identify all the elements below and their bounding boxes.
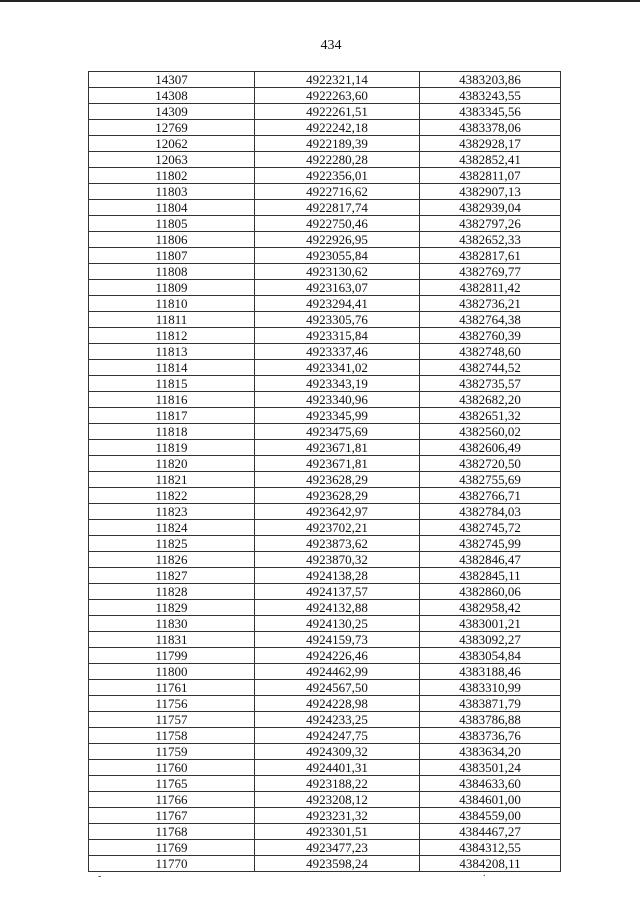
coordinates-table xyxy=(88,71,561,872)
point-number-cell: 11826 xyxy=(89,552,255,568)
table-row xyxy=(89,312,561,328)
x-coordinate-cell: 4923315,84 xyxy=(255,328,420,344)
page-number: 434 xyxy=(320,38,342,53)
table-row xyxy=(89,280,561,296)
x-coordinate-cell: 4924159,73 xyxy=(255,632,420,648)
y-coordinate-cell: 4384208,11 xyxy=(420,856,561,872)
table-row xyxy=(89,184,561,200)
y-coordinate-cell: 4382748,60 xyxy=(420,344,561,360)
y-coordinate-cell: 4383871,79 xyxy=(420,696,561,712)
y-coordinate-cell: 4383243,55 xyxy=(420,88,561,104)
x-coordinate-cell: 4924233,25 xyxy=(255,712,420,728)
y-coordinate-cell: 4382797,26 xyxy=(420,216,561,232)
point-number-cell: 11767 xyxy=(89,808,255,824)
table-row xyxy=(89,600,561,616)
point-number-cell: 11814 xyxy=(89,360,255,376)
x-coordinate-cell: 4924401,31 xyxy=(255,760,420,776)
table-row xyxy=(89,168,561,184)
point-number-cell: 11802 xyxy=(89,168,255,184)
y-coordinate-cell: 4384633,60 xyxy=(420,776,561,792)
x-coordinate-cell: 4923870,32 xyxy=(255,552,420,568)
y-coordinate-cell: 4382846,47 xyxy=(420,552,561,568)
point-number-cell: 12769 xyxy=(89,120,255,136)
table-row xyxy=(89,72,561,88)
x-coordinate-cell: 4923343,19 xyxy=(255,376,420,392)
x-coordinate-cell: 4922263,60 xyxy=(255,88,420,104)
point-number-cell: 11765 xyxy=(89,776,255,792)
y-coordinate-cell: 4383634,20 xyxy=(420,744,561,760)
point-number-cell: 11825 xyxy=(89,536,255,552)
point-number-cell: 11831 xyxy=(89,632,255,648)
point-number-cell: 12062 xyxy=(89,136,255,152)
point-number-cell: 11769 xyxy=(89,840,255,856)
point-number-cell: 11820 xyxy=(89,456,255,472)
x-coordinate-cell: 4922817,74 xyxy=(255,200,420,216)
x-coordinate-cell: 4924228,98 xyxy=(255,696,420,712)
y-coordinate-cell: 4382766,71 xyxy=(420,488,561,504)
point-number-cell: 11827 xyxy=(89,568,255,584)
table-row xyxy=(89,792,561,808)
table-row xyxy=(89,392,561,408)
top-border-line xyxy=(0,0,640,2)
y-coordinate-cell: 4383310,99 xyxy=(420,680,561,696)
table-row xyxy=(89,760,561,776)
y-coordinate-cell: 4382817,61 xyxy=(420,248,561,264)
point-number-cell: 11817 xyxy=(89,408,255,424)
y-coordinate-cell: 4382784,03 xyxy=(420,504,561,520)
scan-mark-right: . xyxy=(483,868,486,879)
x-coordinate-cell: 4923702,21 xyxy=(255,520,420,536)
x-coordinate-cell: 4924462,99 xyxy=(255,664,420,680)
point-number-cell: 11821 xyxy=(89,472,255,488)
point-number-cell: 11770 xyxy=(89,856,255,872)
x-coordinate-cell: 4922261,51 xyxy=(255,104,420,120)
x-coordinate-cell: 4923055,84 xyxy=(255,248,420,264)
point-number-cell: 11808 xyxy=(89,264,255,280)
x-coordinate-cell: 4922716,62 xyxy=(255,184,420,200)
table-row xyxy=(89,200,561,216)
x-coordinate-cell: 4922189,39 xyxy=(255,136,420,152)
table-row xyxy=(89,536,561,552)
y-coordinate-cell: 4382682,20 xyxy=(420,392,561,408)
table-row xyxy=(89,664,561,680)
x-coordinate-cell: 4922321,14 xyxy=(255,72,420,88)
x-coordinate-cell: 4923598,24 xyxy=(255,856,420,872)
x-coordinate-cell: 4923671,81 xyxy=(255,456,420,472)
y-coordinate-cell: 4383786,88 xyxy=(420,712,561,728)
table-row xyxy=(89,712,561,728)
y-coordinate-cell: 4382745,99 xyxy=(420,536,561,552)
x-coordinate-cell: 4924132,88 xyxy=(255,600,420,616)
y-coordinate-cell: 4382769,77 xyxy=(420,264,561,280)
y-coordinate-cell: 4382811,07 xyxy=(420,168,561,184)
y-coordinate-cell: 4382811,42 xyxy=(420,280,561,296)
y-coordinate-cell: 4382735,57 xyxy=(420,376,561,392)
point-number-cell: 11819 xyxy=(89,440,255,456)
table-row xyxy=(89,120,561,136)
table-row xyxy=(89,296,561,312)
y-coordinate-cell: 4382606,49 xyxy=(420,440,561,456)
point-number-cell: 12063 xyxy=(89,152,255,168)
y-coordinate-cell: 4382651,32 xyxy=(420,408,561,424)
table-row xyxy=(89,88,561,104)
x-coordinate-cell: 4923628,29 xyxy=(255,488,420,504)
table-row xyxy=(89,456,561,472)
x-coordinate-cell: 4923642,97 xyxy=(255,504,420,520)
y-coordinate-cell: 4383054,84 xyxy=(420,648,561,664)
y-coordinate-cell: 4382736,21 xyxy=(420,296,561,312)
table-row xyxy=(89,136,561,152)
x-coordinate-cell: 4924137,57 xyxy=(255,584,420,600)
y-coordinate-cell: 4383203,86 xyxy=(420,72,561,88)
y-coordinate-cell: 4382755,69 xyxy=(420,472,561,488)
x-coordinate-cell: 4922356,01 xyxy=(255,168,420,184)
y-coordinate-cell: 4382958,42 xyxy=(420,600,561,616)
point-number-cell: 11799 xyxy=(89,648,255,664)
point-number-cell: 11758 xyxy=(89,728,255,744)
x-coordinate-cell: 4922280,28 xyxy=(255,152,420,168)
table-row xyxy=(89,776,561,792)
point-number-cell: 11768 xyxy=(89,824,255,840)
point-number-cell: 11823 xyxy=(89,504,255,520)
point-number-cell: 11760 xyxy=(89,760,255,776)
x-coordinate-cell: 4923340,96 xyxy=(255,392,420,408)
x-coordinate-cell: 4923671,81 xyxy=(255,440,420,456)
point-number-cell: 11806 xyxy=(89,232,255,248)
table-row xyxy=(89,680,561,696)
x-coordinate-cell: 4923345,99 xyxy=(255,408,420,424)
x-coordinate-cell: 4923337,46 xyxy=(255,344,420,360)
point-number-cell: 11815 xyxy=(89,376,255,392)
table-row xyxy=(89,488,561,504)
point-number-cell: 11828 xyxy=(89,584,255,600)
table-row xyxy=(89,552,561,568)
x-coordinate-cell: 4923301,51 xyxy=(255,824,420,840)
table-row xyxy=(89,424,561,440)
x-coordinate-cell: 4924130,25 xyxy=(255,616,420,632)
y-coordinate-cell: 4382845,11 xyxy=(420,568,561,584)
y-coordinate-cell: 4382560,02 xyxy=(420,424,561,440)
table-row xyxy=(89,568,561,584)
x-coordinate-cell: 4923873,62 xyxy=(255,536,420,552)
table-row xyxy=(89,504,561,520)
table-row xyxy=(89,472,561,488)
x-coordinate-cell: 4923305,76 xyxy=(255,312,420,328)
x-coordinate-cell: 4923294,41 xyxy=(255,296,420,312)
point-number-cell: 11829 xyxy=(89,600,255,616)
table-row xyxy=(89,376,561,392)
x-coordinate-cell: 4923130,62 xyxy=(255,264,420,280)
y-coordinate-cell: 4382652,33 xyxy=(420,232,561,248)
x-coordinate-cell: 4924226,46 xyxy=(255,648,420,664)
x-coordinate-cell: 4923208,12 xyxy=(255,792,420,808)
table-row xyxy=(89,824,561,840)
y-coordinate-cell: 4382745,72 xyxy=(420,520,561,536)
point-number-cell: 14309 xyxy=(89,104,255,120)
table-row xyxy=(89,328,561,344)
y-coordinate-cell: 4384312,55 xyxy=(420,840,561,856)
point-number-cell: 11813 xyxy=(89,344,255,360)
y-coordinate-cell: 4383378,06 xyxy=(420,120,561,136)
point-number-cell: 11822 xyxy=(89,488,255,504)
y-coordinate-cell: 4383188,46 xyxy=(420,664,561,680)
point-number-cell: 11757 xyxy=(89,712,255,728)
x-coordinate-cell: 4924247,75 xyxy=(255,728,420,744)
y-coordinate-cell: 4383736,76 xyxy=(420,728,561,744)
x-coordinate-cell: 4924567,50 xyxy=(255,680,420,696)
table-row xyxy=(89,152,561,168)
point-number-cell: 11811 xyxy=(89,312,255,328)
x-coordinate-cell: 4923163,07 xyxy=(255,280,420,296)
y-coordinate-cell: 4382860,06 xyxy=(420,584,561,600)
table-row xyxy=(89,840,561,856)
x-coordinate-cell: 4923231,32 xyxy=(255,808,420,824)
table-row xyxy=(89,232,561,248)
point-number-cell: 14308 xyxy=(89,88,255,104)
y-coordinate-cell: 4383501,24 xyxy=(420,760,561,776)
y-coordinate-cell: 4383001,21 xyxy=(420,616,561,632)
point-number-cell: 11812 xyxy=(89,328,255,344)
y-coordinate-cell: 4382907,13 xyxy=(420,184,561,200)
y-coordinate-cell: 4383092,27 xyxy=(420,632,561,648)
point-number-cell: 11766 xyxy=(89,792,255,808)
table-row xyxy=(89,696,561,712)
coordinates-table-body xyxy=(89,72,561,872)
table-row xyxy=(89,344,561,360)
point-number-cell: 11818 xyxy=(89,424,255,440)
point-number-cell: 11803 xyxy=(89,184,255,200)
table-row xyxy=(89,728,561,744)
scan-mark-left: - xyxy=(98,871,102,882)
y-coordinate-cell: 4382720,50 xyxy=(420,456,561,472)
table-row xyxy=(89,104,561,120)
y-coordinate-cell: 4382764,38 xyxy=(420,312,561,328)
point-number-cell: 11761 xyxy=(89,680,255,696)
x-coordinate-cell: 4923188,22 xyxy=(255,776,420,792)
y-coordinate-cell: 4382852,41 xyxy=(420,152,561,168)
table-row xyxy=(89,248,561,264)
y-coordinate-cell: 4383345,56 xyxy=(420,104,561,120)
table-row xyxy=(89,440,561,456)
point-number-cell: 11756 xyxy=(89,696,255,712)
table-row xyxy=(89,856,561,872)
point-number-cell: 11816 xyxy=(89,392,255,408)
point-number-cell: 11830 xyxy=(89,616,255,632)
y-coordinate-cell: 4382928,17 xyxy=(420,136,561,152)
y-coordinate-cell: 4382744,52 xyxy=(420,360,561,376)
x-coordinate-cell: 4922926,95 xyxy=(255,232,420,248)
table-row xyxy=(89,520,561,536)
x-coordinate-cell: 4923475,69 xyxy=(255,424,420,440)
table-row xyxy=(89,648,561,664)
table-row xyxy=(89,616,561,632)
table-row xyxy=(89,632,561,648)
x-coordinate-cell: 4923628,29 xyxy=(255,472,420,488)
table-row xyxy=(89,408,561,424)
y-coordinate-cell: 4382939,04 xyxy=(420,200,561,216)
x-coordinate-cell: 4922242,18 xyxy=(255,120,420,136)
point-number-cell: 11807 xyxy=(89,248,255,264)
table-row xyxy=(89,744,561,760)
point-number-cell: 11805 xyxy=(89,216,255,232)
point-number-cell: 11824 xyxy=(89,520,255,536)
table-row xyxy=(89,808,561,824)
point-number-cell: 11804 xyxy=(89,200,255,216)
y-coordinate-cell: 4382760,39 xyxy=(420,328,561,344)
table-row xyxy=(89,216,561,232)
x-coordinate-cell: 4924138,28 xyxy=(255,568,420,584)
point-number-cell: 11810 xyxy=(89,296,255,312)
y-coordinate-cell: 4384559,00 xyxy=(420,808,561,824)
point-number-cell: 11759 xyxy=(89,744,255,760)
table-row xyxy=(89,584,561,600)
x-coordinate-cell: 4923341,02 xyxy=(255,360,420,376)
point-number-cell: 11809 xyxy=(89,280,255,296)
table-row xyxy=(89,264,561,280)
table-row xyxy=(89,360,561,376)
y-coordinate-cell: 4384601,00 xyxy=(420,792,561,808)
point-number-cell: 14307 xyxy=(89,72,255,88)
x-coordinate-cell: 4924309,32 xyxy=(255,744,420,760)
point-number-cell: 11800 xyxy=(89,664,255,680)
x-coordinate-cell: 4922750,46 xyxy=(255,216,420,232)
y-coordinate-cell: 4384467,27 xyxy=(420,824,561,840)
x-coordinate-cell: 4923477,23 xyxy=(255,840,420,856)
